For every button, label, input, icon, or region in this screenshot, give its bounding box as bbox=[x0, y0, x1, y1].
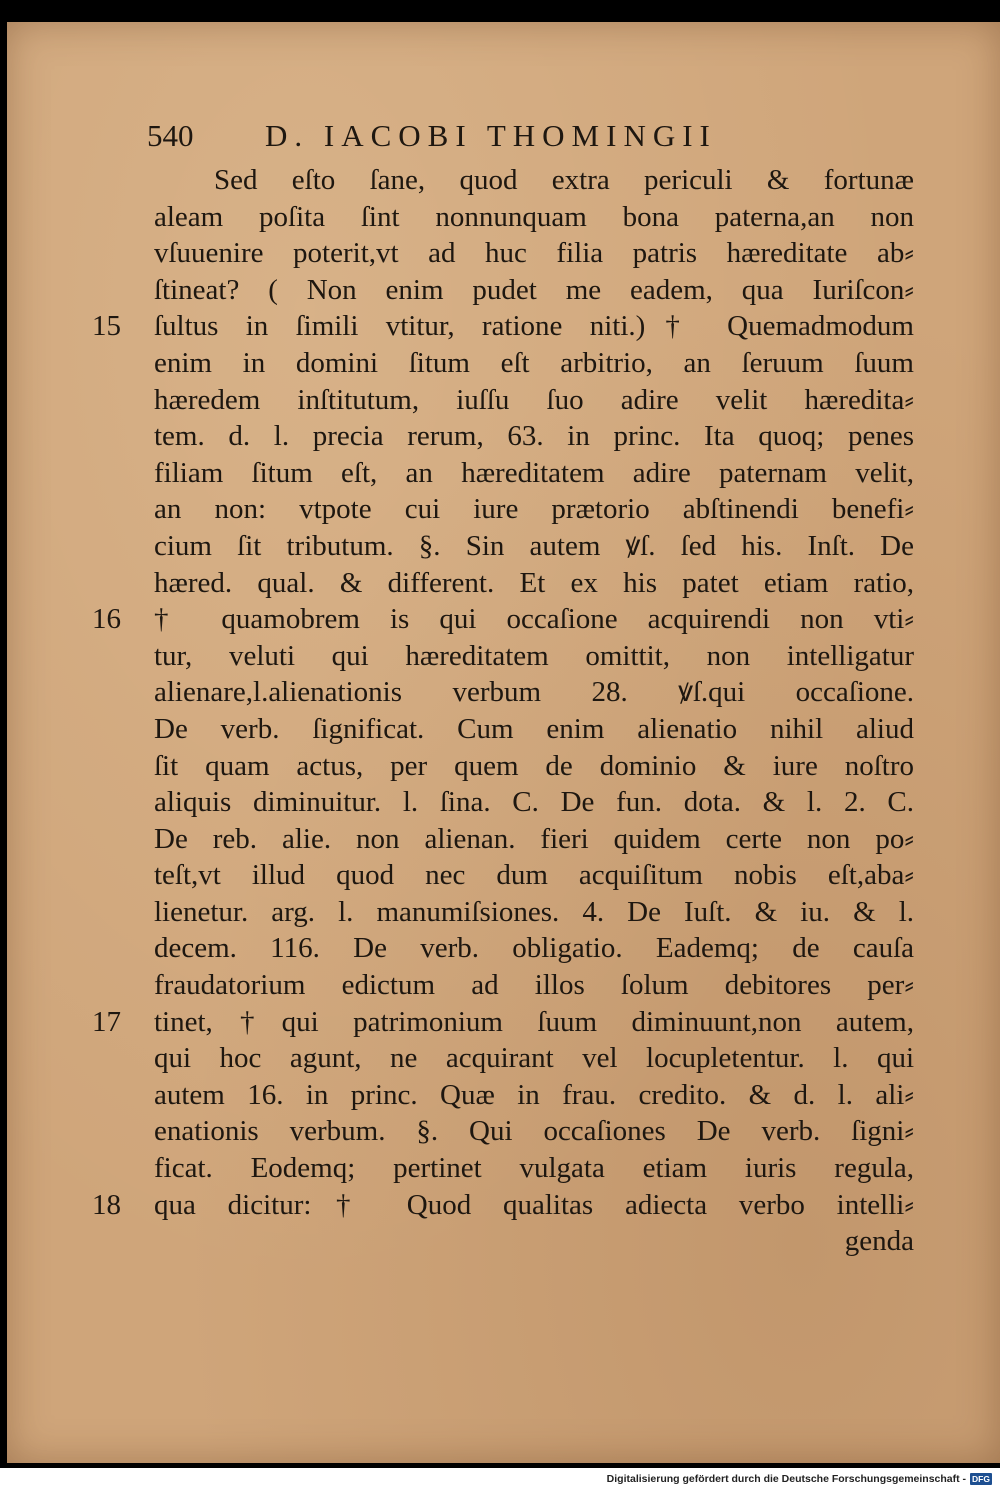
text-line bbox=[154, 491, 914, 528]
line-text: De reb. alie. non alienan. fieri quidem certe non po⸗ bbox=[154, 822, 914, 855]
line-text: hæred. qual. & different. Et ex his patet etiam ratio, bbox=[154, 566, 914, 599]
digitization-credit bbox=[607, 1472, 992, 1486]
line-text: filiam ſitum eſt, an hæreditatem adire paternam velit, bbox=[154, 456, 914, 489]
text-line bbox=[154, 1040, 914, 1077]
text-line bbox=[154, 418, 914, 455]
line-text: ſit quam actus, per quem de dominio & iure noſtro bbox=[154, 749, 914, 782]
text-line bbox=[154, 455, 914, 492]
line-text: fraudatorium edictum ad illos ſolum debitores per⸗ bbox=[154, 969, 914, 1002]
line-text: ſultus in ſimili vtitur, ratione niti.)† Quemadmodum bbox=[154, 310, 914, 343]
line-text: ficat. Eodemq; pertinet vulgata etiam iuris regula, bbox=[154, 1152, 914, 1185]
line-text: tinet,†qui patrimonium ſuum diminuunt,non autem, bbox=[154, 1005, 914, 1038]
line-text: qui hoc agunt, ne acquirant vel locupletentur. l. qui bbox=[154, 1042, 914, 1075]
text-line bbox=[92, 1187, 914, 1224]
text-line bbox=[154, 638, 914, 675]
credit-text: Digitalisierung gefördert durch die Deutsche Forschungsgemeinschaft - bbox=[606, 1473, 967, 1485]
text-line bbox=[154, 1113, 914, 1150]
text-line bbox=[154, 1077, 914, 1114]
line-text: ſtineat? ( Non enim pudet me eadem, qua Iuriſcon⸗ bbox=[154, 273, 914, 306]
line-text: hæredem inſtitutum, iuſſu ſuo adire velit hæredita⸗ bbox=[154, 383, 914, 416]
text-line bbox=[154, 382, 914, 419]
text-line bbox=[92, 601, 914, 638]
line-text: autem 16. in princ. Quæ in frau. credito. & d. l. ali⸗ bbox=[154, 1078, 914, 1111]
text-line bbox=[154, 711, 914, 748]
line-text: cium ſit tributum. §. Sin autem ꝟſ. ſed his. Inſt. De bbox=[154, 529, 914, 562]
text-line bbox=[154, 784, 914, 821]
text-line bbox=[154, 345, 914, 382]
text-line bbox=[154, 821, 914, 858]
line-text: De verb. ſignificat. Cum enim alienatio nihil aliud bbox=[154, 712, 914, 745]
line-text: tur, veluti qui hæreditatem omittit, non intelligatur bbox=[154, 639, 914, 672]
text-line bbox=[154, 235, 914, 272]
line-text: enationis verbum. §. Qui occaſiones De verb. ſigni⸗ bbox=[154, 1115, 914, 1148]
text-line bbox=[154, 967, 914, 1004]
text-line bbox=[154, 1150, 914, 1187]
line-text: alienare,l.alienationis verbum 28. ꝟſ.qui occaſione. bbox=[154, 676, 914, 709]
line-text: teſt,vt illud quod nec dum acquiſitum nobis eſt,aba⸗ bbox=[154, 859, 914, 892]
line-text: aliquis diminuitur. l. ſina. C. De fun. dota. & l. 2. C. bbox=[154, 786, 914, 819]
catchword: genda bbox=[844, 1225, 914, 1258]
line-text: qua dicitur:† Quod qualitas adiecta verbo intelli⸗ bbox=[154, 1188, 914, 1221]
text-line bbox=[154, 857, 914, 894]
line-text: decem. 116. De verb. obligatio. Eademq; de cauſa bbox=[154, 932, 914, 965]
dfg-logo-icon: DFG bbox=[972, 1474, 990, 1484]
line-text: enim in domini ſitum eſt arbitrio, an ſeruum ſuum bbox=[154, 346, 914, 379]
line-text: Sed eſto ſane, quod extra periculi & fortunæ bbox=[214, 164, 914, 196]
margin-number: 17 bbox=[92, 1005, 121, 1038]
text-line bbox=[154, 565, 914, 602]
text-line bbox=[92, 308, 914, 345]
text-line bbox=[154, 528, 914, 565]
line-text: tem. d. l. precia rerum, 63. in princ. Ita quoq; penes bbox=[154, 420, 914, 453]
book-page bbox=[7, 22, 1000, 1463]
text-line bbox=[154, 674, 914, 711]
text-line bbox=[154, 199, 914, 236]
text-line bbox=[92, 1004, 914, 1041]
text-line bbox=[154, 272, 914, 309]
running-title: D. IACOBI THOMINGII bbox=[265, 118, 717, 153]
text-line bbox=[154, 162, 914, 199]
running-head bbox=[147, 118, 917, 154]
text-line bbox=[154, 748, 914, 785]
text-line bbox=[154, 930, 914, 967]
line-text: an non: vtpote cui iure prætorio abſtinendi benefi⸗ bbox=[154, 493, 914, 526]
line-text: lienetur. arg. l. manumiſsiones. 4. De Iuſt. & iu. & l. bbox=[154, 895, 914, 928]
margin-number: 18 bbox=[92, 1188, 121, 1221]
text-block bbox=[92, 162, 914, 1260]
margin-number: 16 bbox=[92, 603, 121, 636]
margin-number: 15 bbox=[92, 310, 121, 343]
text-line bbox=[154, 894, 914, 931]
line-text: † quamobrem is qui occaſione acquirendi non vti⸗ bbox=[154, 603, 914, 636]
line-text: aleam poſita ſint nonnunquam bona paterna,an non bbox=[154, 200, 914, 233]
page-number: 540 bbox=[147, 118, 194, 153]
line-text: vſuuenire poterit,vt ad huc filia patris hæreditate ab⸗ bbox=[154, 237, 914, 270]
